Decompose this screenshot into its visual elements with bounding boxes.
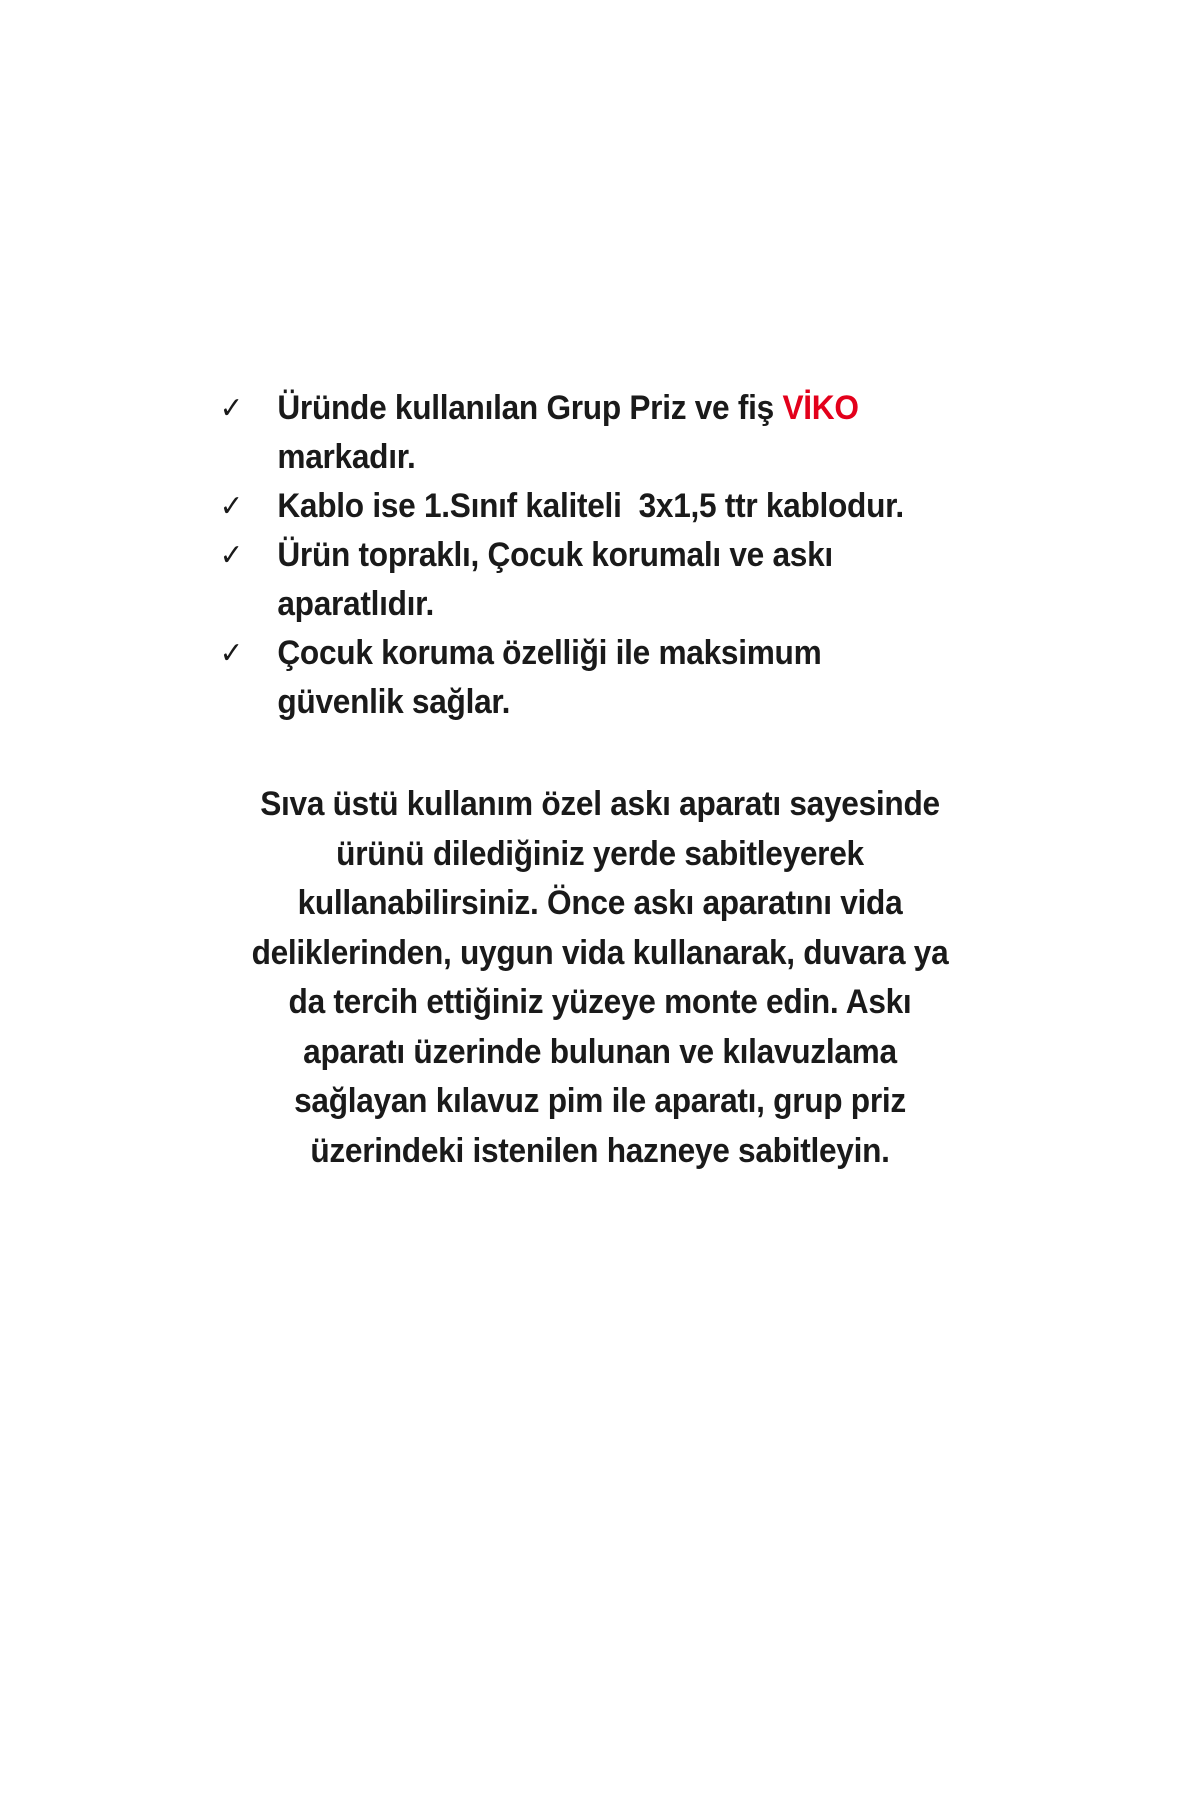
instruction-line: sağlayan kılavuz pim ile aparatı, grup priz [294,1082,906,1120]
instruction-line: aparatı üzerinde bulunan ve kılavuzlama [303,1032,897,1071]
instruction-line: kullanabilirsiniz. Önce askı aparatını vida [297,884,903,922]
feature-item-grounding [216,531,960,629]
feature-item-child-safety [216,629,960,727]
feature-text: Kablo ise 1.Sınıf kaliteli 3x1,5 ttr kablodur. [277,487,904,525]
feature-text-continued: markadır. [277,438,416,476]
feature-text-continued: güvenlik sağlar. [277,683,511,721]
instruction-line: üzerindeki istenilen hazneye sabitleyin. [310,1131,890,1170]
feature-text-continued: aparatlıdır. [277,585,434,623]
feature-item-brand [216,384,960,482]
feature-text: Çocuk koruma özelliği ile maksimum [277,634,822,672]
instruction-line: Sıva üstü kullanım özel askı aparatı sayesinde [260,785,940,823]
feature-text: Üründe kullanılan Grup Priz ve fiş [277,389,783,427]
brand-name: VİKO [782,389,859,427]
checkmark-icon: ✓ [219,490,243,523]
checkmark-icon: ✓ [219,637,243,670]
feature-text: Ürün topraklı, Çocuk korumalı ve askı [277,536,833,574]
mounting-instructions [228,780,972,1176]
instruction-line: deliklerinden, uygun vida kullanarak, duvara ya [251,933,949,972]
feature-item-cable [216,482,960,531]
instruction-line: ürünü dilediğiniz yerde sabitleyerek [336,834,864,873]
instruction-line: da tercih ettiğiniz yüzeye monte edin. Askı [288,983,912,1021]
feature-list [216,384,1016,727]
checkmark-icon: ✓ [219,392,243,425]
checkmark-icon: ✓ [219,539,243,572]
